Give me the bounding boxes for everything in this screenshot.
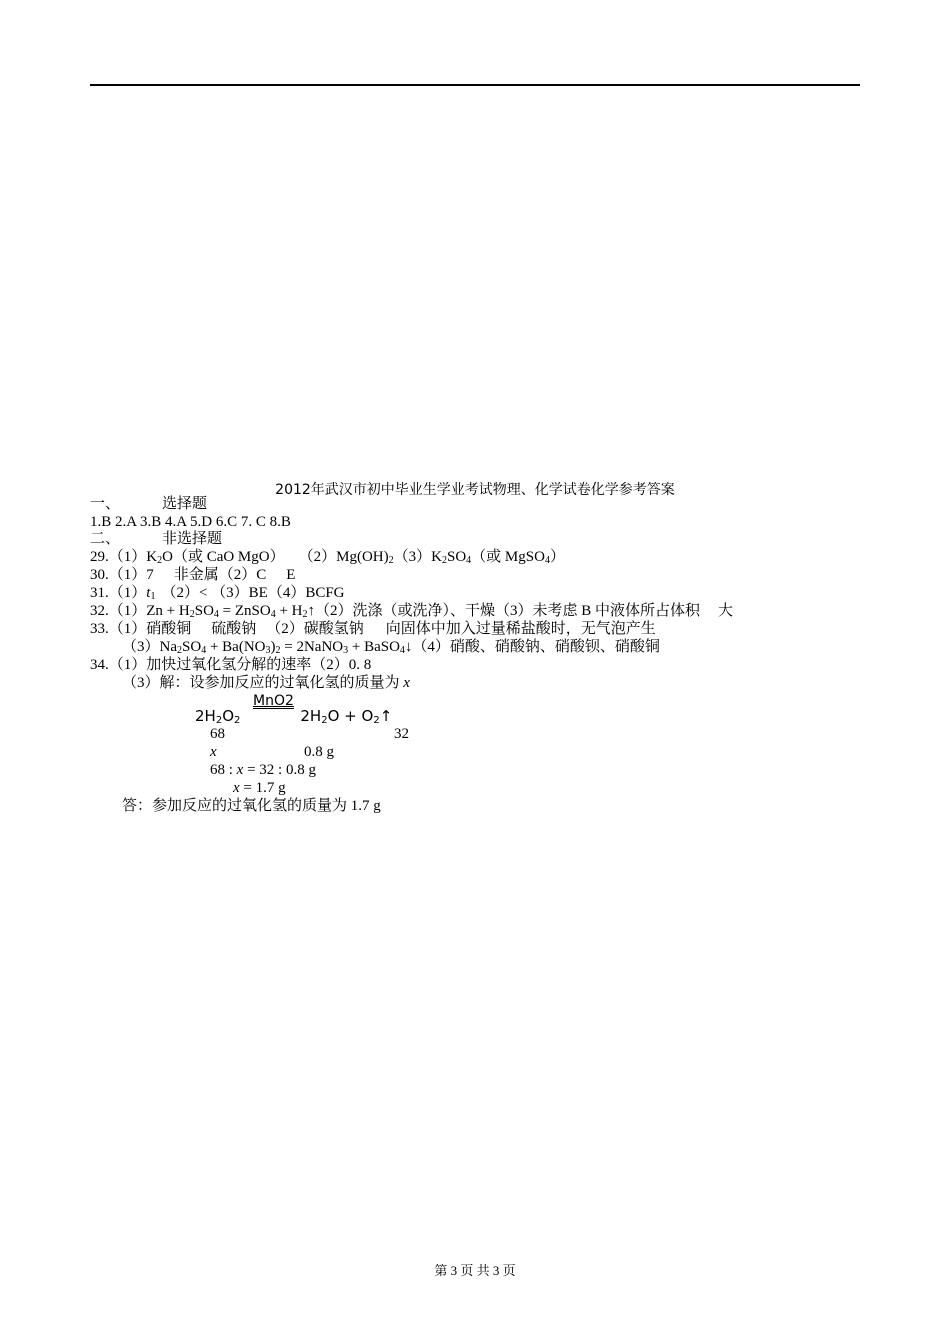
variable: x <box>233 780 240 796</box>
formula-text: O <box>222 707 235 725</box>
answer-text: （2）< （3）BE（4）BCFG <box>161 585 345 601</box>
subscript: 2 <box>189 609 195 620</box>
formula-text: = 2NaNO <box>280 639 344 655</box>
subscript: 2 <box>321 715 328 726</box>
variable: x <box>236 762 244 778</box>
formula-text: = ZnSO <box>218 603 271 619</box>
formula-text: SO <box>446 549 467 565</box>
subscript: 2 <box>215 715 223 726</box>
page-title: 2012年武汉市初中毕业生学业考试物理、化学试卷化学参考答案 <box>275 482 675 498</box>
variable: x <box>210 744 217 760</box>
subscript: 4 <box>270 609 276 620</box>
subscript: 2 <box>441 555 447 566</box>
part-label: （3） <box>393 549 432 565</box>
answer-33-line-1 <box>90 621 656 638</box>
answer-text: 30.（1）7 <box>90 567 154 583</box>
subscript: 2 <box>373 715 380 726</box>
formula-text: Zn + H <box>146 603 190 619</box>
answer-33-line-2 <box>122 639 660 656</box>
formula-text: + H <box>275 603 303 619</box>
formula-text: 2H <box>300 707 322 725</box>
section-number: 一、 <box>90 496 121 512</box>
up-arrow-icon: ↑ <box>379 707 393 725</box>
variable: t <box>146 585 151 601</box>
oxygen-mass: 0.8 g <box>304 744 334 760</box>
choice-answers: 1.B 2.A 3.B 4.A 5.D 6.C 7. C 8.B <box>90 514 291 530</box>
formula-text: O + O <box>327 707 374 725</box>
formula-text: K <box>431 549 442 565</box>
answer-30 <box>90 567 295 584</box>
subscript: 4 <box>201 645 207 656</box>
answer-text: 大 <box>718 603 734 619</box>
formula-text: = 32 : 0.8 g <box>243 762 316 778</box>
formula-text: （或 MgSO <box>471 549 545 565</box>
subscript: 4 <box>544 555 550 566</box>
subscript: 2 <box>388 555 394 566</box>
proportion-equation <box>210 762 316 779</box>
answer-34-line-1: 34.（1）加快过氧化氢分解的速率（2）0. 8 <box>90 657 372 673</box>
part-label: （1） <box>108 549 147 565</box>
answer-text: （2）洗涤（或洗净）、干燥（3）未考虑 B 中液体所占体积 <box>315 603 701 619</box>
answer-text: （4）硝酸、硝酸钠、硝酸钡、硝酸铜 <box>412 639 660 655</box>
page-footer: 第 3 页 共 3 页 <box>434 1263 516 1278</box>
subscript: 2 <box>177 645 183 656</box>
answer-32 <box>90 603 733 620</box>
subscript: 4 <box>466 555 472 566</box>
subscript: 3 <box>343 645 349 656</box>
answer-34-line-2 <box>122 675 410 692</box>
answer-text: 31.（1） <box>90 585 147 601</box>
answer-text: 非金属（2）C <box>173 567 267 583</box>
question-number: 32.（1） <box>90 603 147 619</box>
formula-text: SO <box>182 639 202 655</box>
unknown-mass <box>210 744 217 761</box>
formula-text: K <box>146 549 158 565</box>
molar-mass-h2o2: 68 <box>210 726 225 742</box>
question-number: 29. <box>90 549 109 565</box>
answer-text: 向固体中加入过量稀盐酸时，无气泡产生 <box>385 621 656 637</box>
section-label: 非选择题 <box>162 531 223 547</box>
formula-text: Na <box>159 639 178 655</box>
formula-text: 2H <box>195 707 216 725</box>
formula-text: SO <box>194 603 214 619</box>
formula-text: = 1.7 g <box>239 780 286 796</box>
formula-text: Mg(OH) <box>336 549 389 565</box>
up-arrow-icon: ↑ <box>307 603 316 619</box>
reaction-equation <box>195 708 392 725</box>
answer-29 <box>90 549 565 566</box>
formula-text: + BaSO <box>348 639 400 655</box>
formula-text: 68 : <box>210 762 237 778</box>
final-answer: 答：参加反应的过氧化氢的质量为 1.7 g <box>122 798 381 814</box>
answer-text: E <box>286 567 296 583</box>
formula-text: ) <box>270 639 276 655</box>
subscript: 1 <box>150 591 156 602</box>
result-equation <box>233 780 286 797</box>
subscript: 4 <box>213 609 219 620</box>
section-label: 选择题 <box>162 496 208 512</box>
answer-text: 硫酸钠 <box>211 621 257 637</box>
molar-mass-o2: 32 <box>394 726 409 742</box>
subscript: 2 <box>157 555 163 566</box>
formula-text: + Ba(NO <box>206 639 266 655</box>
subscript: 2 <box>275 645 281 656</box>
variable: x <box>403 675 410 691</box>
formula-text: O（或 CaO MgO） <box>162 549 285 565</box>
part-label: （2） <box>298 549 337 565</box>
answer-31 <box>90 585 345 602</box>
section-heading-nonchoice <box>90 531 222 548</box>
section-heading-choice <box>90 496 207 513</box>
subscript: 4 <box>399 645 405 656</box>
answer-text: （3）解：设参加反应的过氧化氢的质量为 <box>122 675 404 691</box>
subscript: 3 <box>265 645 271 656</box>
catalyst-text: MnO2 <box>253 693 294 709</box>
answer-text: （2）碳酸氢钠 <box>266 621 364 637</box>
header-rule <box>90 84 860 86</box>
subscript: 2 <box>234 715 241 726</box>
subscript: 2 <box>302 609 308 620</box>
down-arrow-icon: ↓ <box>404 639 413 655</box>
section-number: 二、 <box>90 531 121 547</box>
part-label: （3） <box>122 639 160 655</box>
formula-text: ） <box>549 549 565 565</box>
answer-text: 33.（1）硝酸铜 <box>90 621 192 637</box>
